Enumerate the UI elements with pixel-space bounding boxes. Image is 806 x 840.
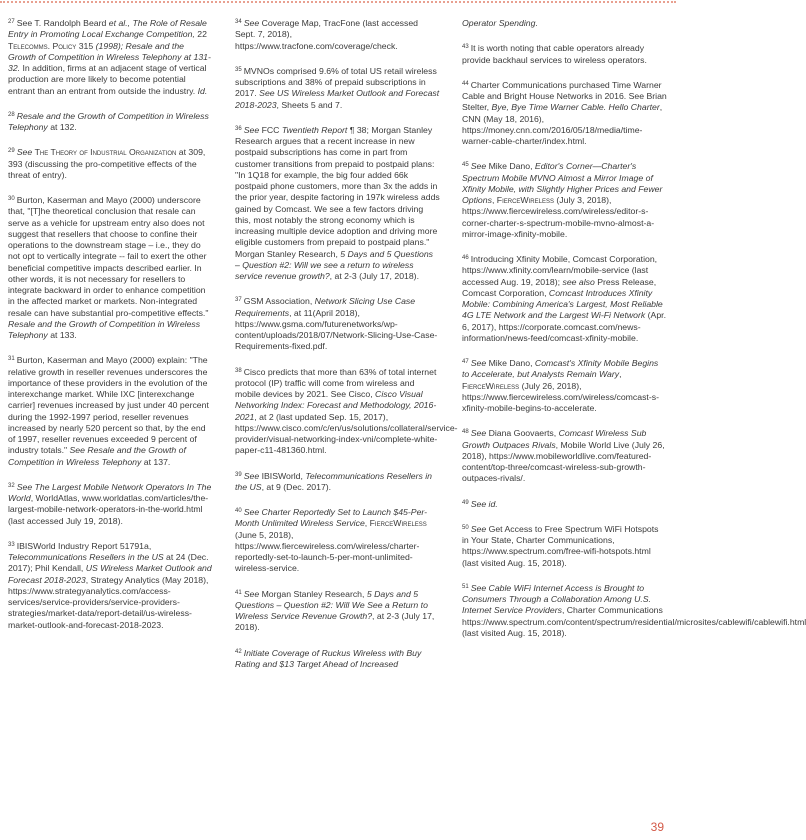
footnote-text: See [243,470,260,481]
footnote-text: FCC [259,124,282,135]
footnote [462,428,667,484]
footnote [235,507,440,575]
footnote-text: Burton, Kaserman and Mayo (2000) explain: "The relative growth in reseller revenues underscores the importance of these providers in the evolution of the interexchange market. While IXC [interexchange carrier] revenues increased by just under 40 percent during the 1992-1997 period, reseller revenues increased by nearly 520 percent so that, by the end of 1997, reseller revenues exceeded 9 percent of industry totals." [8,355,209,456]
footnote-text: Telecommunications Resellers in the US [235,470,433,492]
footnote-text: FierceWireless [369,518,427,529]
footnote-number: 47 [462,359,469,365]
footnote-text: See US Wireless Market Outlook and Forecast 2018-2023 [235,88,440,110]
footnote-text: The Theory of Industrial Organization [34,147,177,158]
footnote-text: Introducing Xfinity Mobile, Comcast Corporation, https://www.xfinity.com/learn/mobile-service (last accessed Aug. 19, 2018); [462,254,658,287]
footnote-number: 41 [235,589,242,596]
footnote [235,18,440,52]
footnote [462,18,667,29]
footnote [8,111,213,134]
footnote-number: 31 [8,356,15,363]
footnote [8,147,213,181]
footnote-text: 5 Days and 5 Questions – Question #2: Will We See a Return to Wireless Service Revenue Growth? [235,588,428,621]
footnote-text: In addition, firms at an adjacent stage of vertical production are more likely to become potential entrant than an entrant from outside the industry. [8,63,207,96]
footnote-text: FierceWireless [496,195,554,205]
footnote [462,254,667,344]
footnote-text: , WorldAtlas, www.worldatlas.com/articles/the-largest-mobile-network-operators-in-the-world.html (last accessed July 19, 2018). [8,493,209,526]
footnote [235,471,440,494]
footnote-text: , Mobile World Live (July 26, 2018), https://www.mobileworldlive.com/featured-content/top-three/comcast-wireless-sub-growth-outpaces-rivals/. [462,439,665,484]
footnote-text: Network Slicing Use Case Requirements [235,296,416,318]
footnote-text: See [470,161,487,172]
footnote-text: (July 26, 2018), https://www.fiercewireless.com/wireless/comcast-s-xfinity-mobile-begins-to-accelerate. [462,380,659,413]
footnote-text: Coverage Map, TracFone (last accessed Sept. 7, 2018), https://www.tracfone.com/coverage/check. [235,18,419,51]
footnote-text: See Charter Reportedly Set to Launch $45-Per-Month Unlimited Wireless Service [235,507,428,529]
footnote-number: 34 [235,19,242,25]
footnote-number: 28 [8,111,15,118]
footnote-text: See [470,523,487,534]
footnote [235,296,440,352]
footnote-text: See [243,18,260,28]
footnote-text: See Cable WiFi Internet Access is Brought to Consumers Through a Collaboration Among U.S. Internet Service Providers [462,582,651,616]
footnote-text: Comcast's Xfinity Mobile Begins to Accelerate, but Analysts Remain Wary [462,358,659,380]
footnote [462,80,667,148]
footnote-text: (Apr. 6, 2017), https://corporate.comcast.com/news-information/news-feed/comcast-xfinity-mobile. [462,310,666,343]
footnote-text: at 24 (Dec. 2017); Phil Kendall, [8,552,209,574]
footnote-number: 39 [235,471,242,478]
footnote-text: see also [562,276,595,287]
footnote-text: (1998); Resale and the Growth of Competition in Wireless Telephony at 131-32. [8,40,211,73]
footnote-text: , at 2-3 (July 17, 2018). [329,271,419,281]
footnote-number: 44 [462,80,469,87]
footnote-text: Get Access to Free Spectrum WiFi Hotspots in Your State, Charter Communications, https://www.spectrum.com/free-wifi-hotspots.html (last visited Aug. 15, 2018). [462,523,659,568]
footnote [8,355,213,468]
footnote-text: See The Largest Mobile Network Operators In The World [8,481,212,503]
footnote-text: See id. [470,498,498,509]
footnote-text: , [491,195,497,205]
footnote-text: MVNOs comprised 9.6% of total US retail wireless subscriptions and 38% of prepaid subscriptions in 2017. [235,65,437,99]
footnote-number: 50 [462,524,469,531]
footnote-text: Mike Dano, [486,161,535,172]
footnote-number: 36 [235,125,242,132]
footnote-text: See [243,588,260,599]
footnote-number: 45 [462,162,469,169]
footnote-text: Operator Spending [462,18,536,28]
footnote-number: 40 [235,508,242,514]
footnote-number: 37 [235,297,242,304]
footnote [462,161,667,240]
footnote-text: FierceWireless [462,380,520,391]
footnote [235,648,440,671]
footnote-number: 33 [8,541,15,548]
footnote-text: Telecommunications Resellers in the US [8,552,164,562]
footnote-text: , [619,369,622,380]
footnote-text: 315 [76,40,96,51]
footnote-text: Initiate Coverage of Ruckus Wireless with Buy Rating and $13 Target Ahead of Increased [235,647,422,669]
footnote-text: Charter Communications purchased Time Warner Cable and Bright House Networks in 2016. See Brian Stelter, [462,79,667,113]
footnote-text: , Sheets 5 and 7. [276,99,343,110]
footnote [235,589,440,634]
footnote-text: Diana Goovaerts, [486,428,559,439]
footnote [8,18,213,97]
footnote-text: See Resale and the Growth of Competition in Wireless Telephony [8,445,186,467]
footnote-text: 5 Days and 5 Questions – Question #2: Will we see a return to wireless service revenue growth? [235,248,434,281]
footnote-text: (July 3, 2018), https://www.fiercewireless.com/wireless/editor-s-corner-charter-s-spectrum-mobile-mvno-almost-a-mirror-image-xfinity-mobile. [462,195,655,239]
footnote-text: Resale and the Growth of Competition in Wireless Telephony [8,110,209,132]
footnote-text: Comcast Introduces Xfinity Mobile: Combining America's Largest, Most Reliable 4G LTE Network and the Largest Wi-Fi Network [462,287,663,321]
footnote-text: See T. Randolph Beard [16,18,109,28]
footnote-number: 32 [8,482,15,489]
footnote-text: , CNN (May 18, 2016), https://money.cnn.com/2016/05/18/media/time-warner-cable-charter/index.html. [462,102,663,146]
top-dotted-rule [0,1,676,3]
footnote-text: Comcast Wireless Sub Growth Outpaces Rivals [462,428,647,450]
footnote [462,524,667,569]
footnote-text: , at 2 (last updated Sep. 15, 2017), https://www.cisco.com/c/en/us/solutions/collateral/service-provider/visual-networking-index-vni/complete-white-paper-c11-481360.html. [235,411,458,456]
footnote-text: . [535,18,538,28]
footnote [235,66,440,111]
footnote-number: 51 [462,583,469,590]
footnote-number: 38 [235,367,242,374]
footnote-text: 22 [194,29,207,40]
footnote [462,582,806,639]
footnote-text: at 309, 393 (discussing the pro-competitive effects of the threat of entry). [8,147,206,180]
footnote-text: , at 11(April 2018), https://www.gsma.com/futurenetworks/wp-content/uploads/2018/07/Network-Slicing-Use-Case-Requirements-fixed.pdf. [235,307,438,352]
footnote-text: , at 2-3 (July 17, 2018). [235,611,435,633]
footnote-text: , [364,518,370,529]
footnote-text: It is worth noting that cable operators already provide backhaul services to wireless operators. [462,43,647,65]
footnote [462,499,667,510]
footnote-text: Cisco Visual Networking Index: Forecast and Methodology, 2016-2021 [235,389,437,422]
footnote [8,482,213,527]
footnote-text: Twentieth Report [281,124,348,135]
footnote-text: See [470,428,487,439]
footnote-text: See [16,147,33,158]
footnote [8,541,213,631]
footnote-number: 42 [235,648,242,655]
footnote-text: et al., The Role of Resale Entry in Promoting Local Exchange Competition, [8,18,207,40]
footnote-text: IBISWorld, [259,470,306,481]
footnote-column-1 [8,18,213,684]
footnote-text: Id. [197,85,208,96]
footnote-text: IBISWorld Industry Report 51791a, [16,540,152,551]
footnote-number: 27 [8,19,15,25]
footnote-number: 46 [462,255,469,261]
footnote-number: 30 [8,196,15,202]
footnote-text: US Wireless Market Outlook and Forecast 2018-2023 [8,563,212,585]
footnote-text: Morgan Stanley Research, [259,588,367,599]
footnote-text: Resale and the Growth of Competition in Wireless Telephony [8,318,201,340]
footnote-text: Telecomms. Policy [8,40,77,51]
footnote-text: Mike Dano, [486,358,535,368]
footnotes-area [8,18,806,684]
footnote-text: Editor's Corner—Charter's Spectrum Mobile MVNO Almost a Mirror Image of Xfinity Mobile, with Slightly Higher Prices and Fewer Options [462,161,663,205]
footnote-text: at 132. [47,122,77,132]
footnote-text: , Strategy Analytics (May 2018), https://www.strategyanalytics.com/access-services/service-providers/service-providers-strategies/market-data/report-detail/us-wireless-market-outlook-and-forecast-2018-2023. [8,574,209,630]
footnote-text: GSM Association, [243,296,315,307]
footnote-column-2 [235,18,458,684]
footnote [8,195,213,341]
footnote-text: Cisco predicts that more than 63% of total internet protocol (IP) traffic will come from wireless and mobile devices by 2021. See Cisco, [235,366,437,399]
footnote-number: 43 [462,44,469,51]
footnote-number: 29 [8,148,15,155]
footnote-text: See [470,358,487,368]
footnote [235,125,440,283]
footnote-number: 48 [462,429,469,436]
footnote-text: , at 9 (Dec. 2017). [261,481,332,492]
footnote-text: , Charter Communications https://www.spectrum.com/content/spectrum/residential/microsites/cablewifi/cablewifi.html (last visited Aug. 15, 2018). [462,605,806,638]
footnote [462,43,667,66]
footnote-number: 49 [462,499,469,506]
footnote-text: ¶ 38; Morgan Stanley Research argues that a recent increase in new postpaid subscriptions has come in part from customer transitions from prepaid to postpaid plans: "In 1Q18 for example, the big four added 66k postpaid phone customers, more than 3x the adds in the prior year, despite factoring in 197k wireless adds gained by Comcast. We see a few factors driving this, most notably the strong economy which is increasing multiple device adoption and driving more eligible customers from prepaid to postpaid plans." Morgan Stanley Research, [235,124,440,259]
page-number: 39 [650,820,664,834]
footnote-text: Press Release, Comcast Corporation, [462,276,657,298]
footnote-text: See [243,124,260,135]
footnote-text: Burton, Kaserman and Mayo (2000) underscore that, "[T]he theoretical conclusion that resale can serve as a vehicle for upstream entry also does not suggest that resellers that choose to confine their operations to the downstream stage – i.e., they do not opt to vertically integrate -- fail to exert the other beneficial competitive impacts described earlier. In other words, it is not necessary for resellers to integrate backward in order to enhance competition in the affected market or markets. Non-integrated resale can have substantial pro-competitive effects." [8,195,209,318]
footnote-text: Bye, Bye Time Warner Cable. Hello Charter [491,102,660,113]
footnote-text: (June 5, 2018), https://www.fiercewireless.com/wireless/charter-reportedly-set-to-launch-5-per-mont-unlimited-wireless-service. [235,529,420,574]
footnote-number: 35 [235,66,242,73]
footnote-text: at 137. [141,456,171,467]
footnote-column-3 [462,18,806,684]
footnote [235,366,458,457]
footnote-text: at 133. [47,330,77,340]
footnote [462,358,667,414]
